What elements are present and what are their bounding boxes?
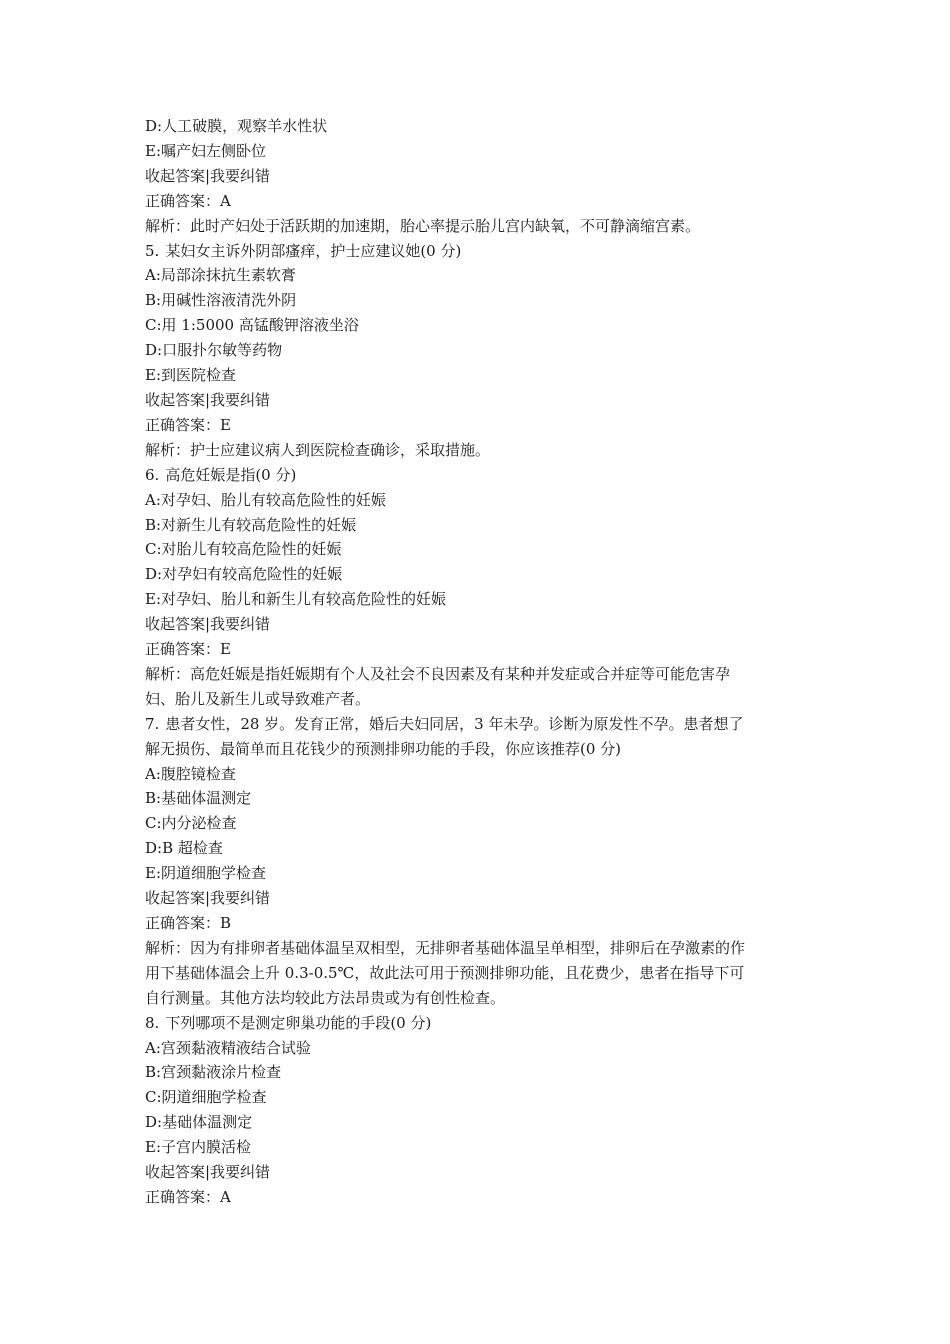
q6-analysis-line-2: 妇、胎儿及新生儿或导致难产者。: [145, 689, 371, 708]
q7-analysis-line-3: 自行测量。其他方法均较此方法昂贵或为有创性检查。: [145, 988, 506, 1007]
q7-stem-line-1: [145, 712, 810, 737]
q7-answer: 正确答案：B: [145, 914, 232, 932]
q5-answer: 正确答案：E: [145, 415, 231, 434]
q5-number: 5.: [145, 241, 160, 260]
document-page: [145, 114, 810, 1210]
q8-option-b: B:宫颈黏液涂片检查: [145, 1063, 282, 1082]
q7-number: 7.: [145, 714, 160, 733]
q5-toggle-link[interactable]: 收起答案|我要纠错: [145, 390, 271, 409]
q8-option-d: D:基础体温测定: [145, 1113, 253, 1132]
q8-answer: 正确答案：A: [145, 1187, 231, 1206]
q5-option-c: C:用 1:5000 高锰酸钾溶液坐浴: [145, 316, 359, 335]
q8-toggle-link[interactable]: 收起答案|我要纠错: [145, 1163, 271, 1182]
q8-stem-text: 下列哪项不是测定卵巢功能的手段(0 分): [165, 1013, 432, 1032]
q5-option-a: A:局部涂抹抗生素软膏: [145, 266, 296, 285]
q4-toggle-link[interactable]: 收起答案|我要纠错: [145, 166, 271, 185]
q7-analysis-line-2: 用下基础体温会上升 0.3-0.5℃，故此法可用于预测排卵功能，且花费少，患者在指导下可: [145, 963, 745, 982]
q7-option-b: B:基础体温测定: [145, 789, 252, 808]
q6-toggle-link[interactable]: 收起答案|我要纠错: [145, 615, 271, 634]
q5-stem-text: 某妇女主诉外阴部瘙痒，护士应建议她(0 分): [165, 241, 462, 260]
q7-analysis-line-1: 解析：因为有排卵者基础体温呈双相型，无排卵者基础体温呈单相型，排卵后在孕激素的作: [145, 938, 746, 957]
q6-option-b: B:对新生儿有较高危险性的妊娠: [145, 515, 357, 534]
q6-option-a: A:对孕妇、胎儿有较高危险性的妊娠: [145, 490, 386, 509]
q6-option-d: D:对孕妇有较高危险性的妊娠: [145, 565, 343, 584]
q8-option-e: E:子宫内膜活检: [145, 1138, 252, 1157]
q6-number: 6.: [145, 465, 160, 484]
q8-option-a: A:宫颈黏液精液结合试验: [145, 1038, 311, 1057]
q7-stem-line-2: 解无损伤、最简单而且花钱少的预测排卵功能的手段，你应该推荐(0 分): [145, 739, 622, 758]
q6-option-e: E:对孕妇、胎儿和新生儿有较高危险性的妊娠: [145, 590, 447, 609]
q6-analysis-line-1: 解析：高危妊娠是指妊娠期有个人及社会不良因素及有某种并发症或合并症等可能危害孕: [145, 664, 731, 683]
q4-answer: 正确答案：A: [145, 191, 231, 210]
q8-number: 8.: [145, 1013, 160, 1032]
q8-stem: [145, 1011, 810, 1036]
q7-toggle-link[interactable]: 收起答案|我要纠错: [145, 889, 271, 908]
q6-stem-text: 高危妊娠是指(0 分): [165, 465, 297, 484]
q5-option-e: E:到医院检查: [145, 366, 237, 385]
q5-option-d: D:口服扑尔敏等药物: [145, 341, 283, 360]
q7-option-c: C:内分泌检查: [145, 814, 237, 833]
q6-option-c: C:对胎儿有较高危险性的妊娠: [145, 540, 342, 559]
q4-option-e: E:嘱产妇左侧卧位: [145, 141, 267, 160]
q8-option-c: C:阴道细胞学检查: [145, 1088, 267, 1107]
q5-option-b: B:用碱性溶液清洗外阴: [145, 291, 297, 310]
q7-option-d: D:B 超检查: [145, 839, 223, 858]
q6-answer: 正确答案：E: [145, 640, 231, 659]
q7-option-e: E:阴道细胞学检查: [145, 864, 267, 883]
q5-analysis: 解析：护士应建议病人到医院检查确诊，采取措施。: [145, 440, 491, 459]
q5-stem: [145, 239, 810, 264]
q4-option-d: D:人工破膜，观察羊水性状: [145, 117, 328, 135]
q7-stem-text: 患者女性，28 岁。发育正常，婚后夫妇同居，3 年未孕。诊断为原发性不孕。患者想了: [165, 714, 744, 733]
q7-option-a: A:腹腔镜检查: [145, 764, 236, 783]
q4-analysis: 解析：此时产妇处于活跃期的加速期，胎心率提示胎儿宫内缺氧，不可静滴缩宫素。: [145, 216, 701, 235]
q6-stem: [145, 463, 810, 488]
